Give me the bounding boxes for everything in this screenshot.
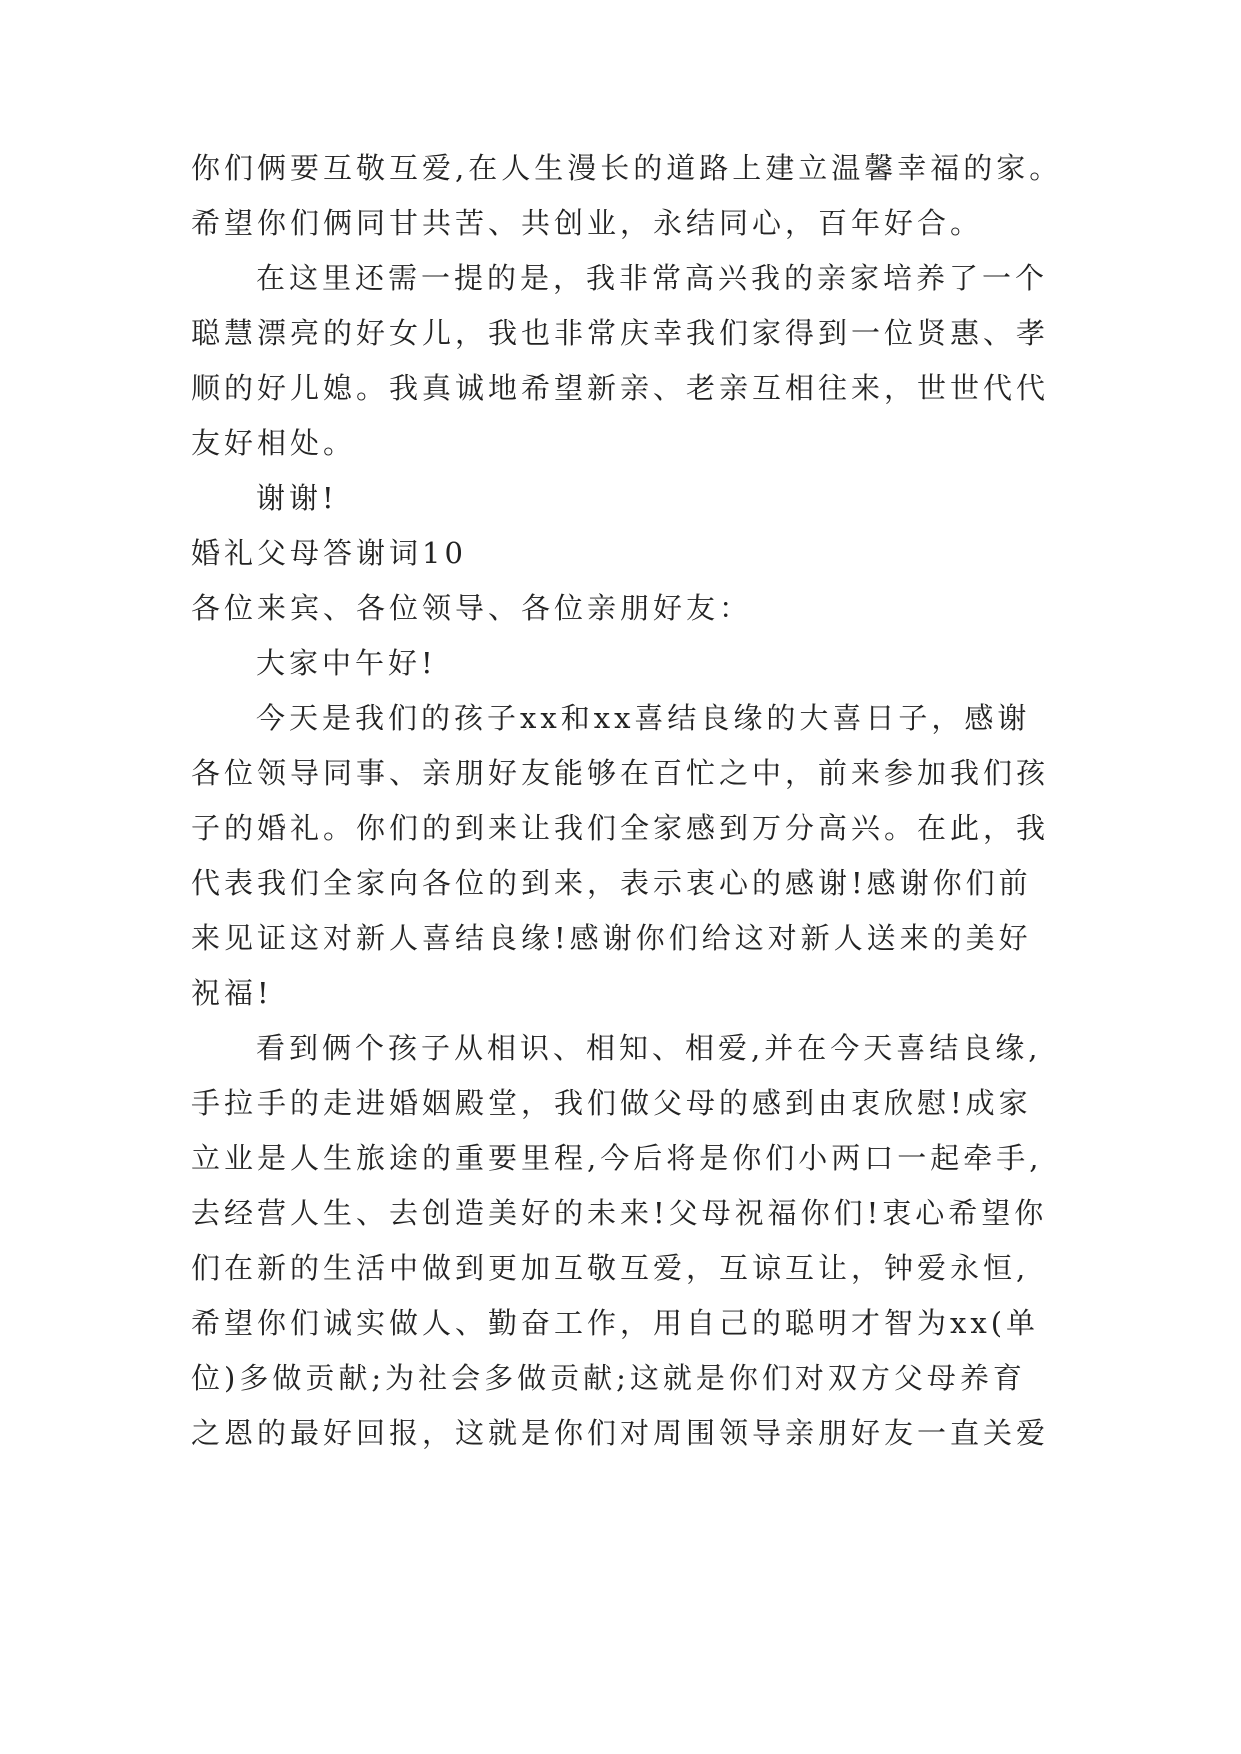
paragraph-line: 位)多做贡献;为社会多做贡献;这就是你们对双方父母养育 (191, 1361, 1026, 1395)
paragraph-line: 之恩的最好回报，这就是你们对周围领导亲朋好友一直关爱 (191, 1416, 1050, 1450)
paragraph-line: 来见证这对新人喜结良缘!感谢你们给这对新人送来的美好 (191, 921, 1032, 955)
paragraph-line: 希望你们俩同甘共苦、共创业，永结同心，百年好合。 (191, 206, 984, 240)
paragraph-line: 各位领导同事、亲朋好友能够在百忙之中，前来参加我们孩 (191, 756, 1050, 790)
paragraph-line: 看到俩个孩子从相识、相知、相爱,并在今天喜结良缘, (256, 1031, 1042, 1065)
paragraph-line: 子的婚礼。你们的到来让我们全家感到万分高兴。在此，我 (191, 811, 1050, 845)
section-title: 婚礼父母答谢词10 (191, 536, 467, 570)
paragraph-line: 去经营人生、去创造美好的未来!父母祝福你们!衷心希望你 (191, 1196, 1048, 1230)
paragraph-line: 大家中午好! (256, 646, 437, 680)
salutation: 各位来宾、各位领导、各位亲朋好友： (191, 591, 753, 625)
paragraph-line: 们在新的生活中做到更加互敬互爱，互谅互让，钟爱永恒, (191, 1251, 1030, 1285)
paragraph-line: 手拉手的走进婚姻殿堂，我们做父母的感到由衷欣慰!成家 (191, 1086, 1032, 1120)
paragraph-line: 祝福! (191, 976, 273, 1010)
paragraph-line: 代表我们全家向各位的到来，表示衷心的感谢!感谢你们前 (191, 866, 1032, 900)
paragraph-line: 顺的好儿媳。我真诚地希望新亲、老亲互相往来，世世代代 (191, 371, 1050, 405)
paragraph-line: 希望你们诚实做人、勤奋工作，用自己的聪明才智为xx(单 (191, 1306, 1040, 1340)
paragraph-line: 立业是人生旅途的重要里程,今后将是你们小两口一起牵手, (191, 1141, 1043, 1175)
paragraph-line: 聪慧漂亮的好女儿，我也非常庆幸我们家得到一位贤惠、孝 (191, 316, 1050, 350)
paragraph-line: 你们俩要互敬互爱,在人生漫长的道路上建立温馨幸福的家。 (191, 151, 1063, 185)
paragraph-line: 今天是我们的孩子xx和xx喜结良缘的大喜日子，感谢 (256, 701, 1031, 735)
paragraph-line: 友好相处。 (191, 426, 357, 460)
paragraph-line: 在这里还需一提的是，我非常高兴我的亲家培养了一个 (256, 261, 1049, 295)
paragraph-line: 谢谢! (256, 481, 338, 515)
